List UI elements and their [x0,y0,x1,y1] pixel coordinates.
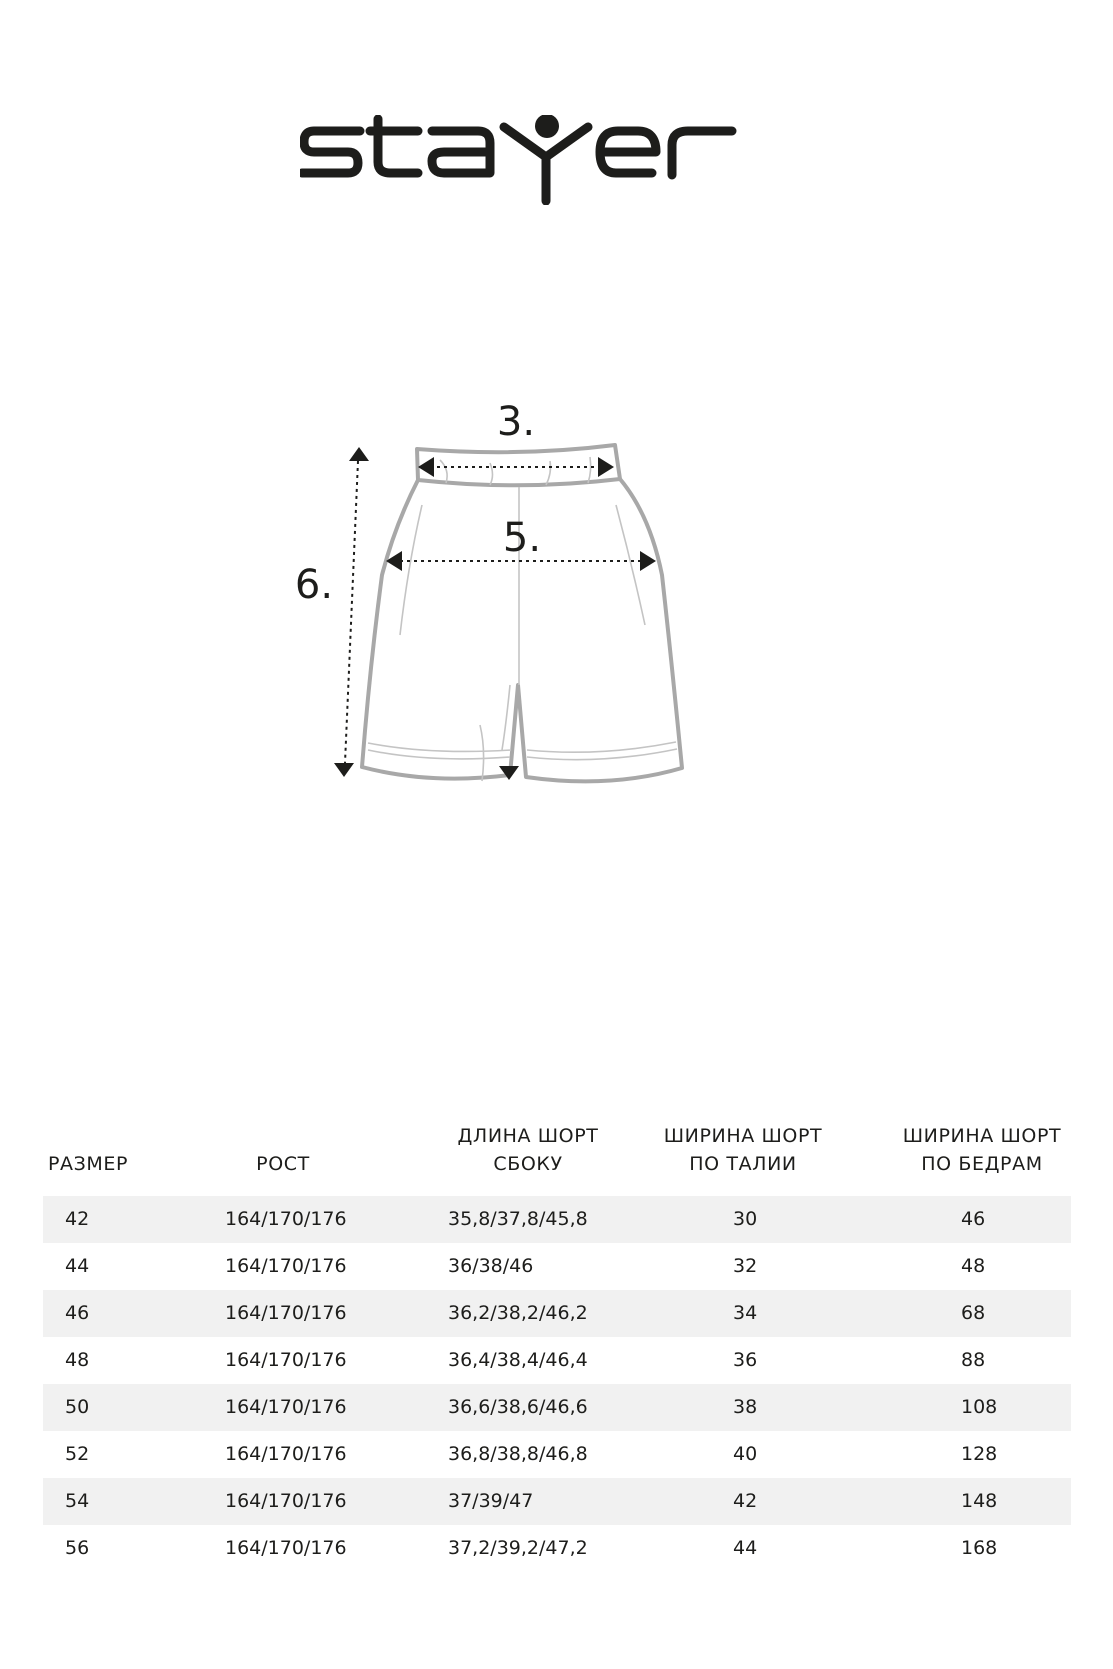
cell-size: 44 [65,1255,90,1277]
logo-dot-icon [535,115,559,138]
brand-logo [300,115,800,205]
cell-side-length: 36,6/38,6/46,6 [448,1396,588,1418]
hip-label: 5. [502,515,542,561]
cell-hip-width: 148 [961,1490,998,1512]
cell-size: 52 [65,1443,90,1465]
cell-hip-width: 48 [961,1255,986,1277]
cell-side-length: 36/38/46 [448,1255,534,1277]
cell-height: 164/170/176 [225,1443,347,1465]
table-row [43,1478,1071,1525]
cell-side-length: 37,2/39,2/47,2 [448,1537,588,1559]
cell-side-length: 36,2/38,2/46,2 [448,1302,588,1324]
length-measure-arrow [334,447,519,780]
cell-waist-width: 30 [733,1208,758,1230]
cell-size: 42 [65,1208,90,1230]
table-row [43,1196,1071,1243]
cell-height: 164/170/176 [225,1490,347,1512]
cell-waist-width: 36 [733,1349,758,1371]
length-label: 6. [294,562,334,608]
cell-height: 164/170/176 [225,1537,347,1559]
cell-height: 164/170/176 [225,1255,347,1277]
cell-hip-width: 46 [961,1208,986,1230]
brand-logo-wordmark [300,115,800,205]
cell-height: 164/170/176 [225,1208,347,1230]
shorts-measurement-diagram [290,405,770,845]
waist-label: 3. [496,405,536,445]
cell-size: 54 [65,1490,90,1512]
cell-side-length: 37/39/47 [448,1490,534,1512]
size-table [43,1090,1071,1572]
table-row [43,1431,1071,1478]
size-table-header [43,1090,1071,1178]
cell-waist-width: 40 [733,1443,758,1465]
header-waist-width: ШИРИНА ШОРТ ПО ТАЛИИ [663,1125,823,1175]
table-row [43,1243,1071,1290]
table-row [43,1337,1071,1384]
cell-side-length: 35,8/37,8/45,8 [448,1208,588,1230]
cell-hip-width: 68 [961,1302,986,1324]
table-row [43,1384,1071,1431]
cell-height: 164/170/176 [225,1349,347,1371]
cell-hip-width: 88 [961,1349,986,1371]
header-size: РАЗМЕР [47,1153,129,1175]
cell-height: 164/170/176 [225,1396,347,1418]
cell-height: 164/170/176 [225,1302,347,1324]
header-side-length: ДЛИНА ШОРТ СБОКУ [457,1125,599,1175]
cell-side-length: 36,4/38,4/46,4 [448,1349,588,1371]
cell-size: 46 [65,1302,90,1324]
header-hip-width: ШИРИНА ШОРТ ПО БЕДРАМ [902,1125,1062,1175]
cell-waist-width: 32 [733,1255,758,1277]
cell-size: 48 [65,1349,90,1371]
cell-waist-width: 34 [733,1302,758,1324]
cell-size: 50 [65,1396,90,1418]
cell-hip-width: 168 [961,1537,998,1559]
table-row [43,1290,1071,1337]
cell-hip-width: 128 [961,1443,998,1465]
table-row [43,1525,1071,1572]
cell-waist-width: 42 [733,1490,758,1512]
cell-waist-width: 38 [733,1396,758,1418]
header-height: РОСТ [256,1153,310,1175]
cell-size: 56 [65,1537,90,1559]
cell-side-length: 36,8/38,8/46,8 [448,1443,588,1465]
cell-waist-width: 44 [733,1537,758,1559]
cell-hip-width: 108 [961,1396,998,1418]
